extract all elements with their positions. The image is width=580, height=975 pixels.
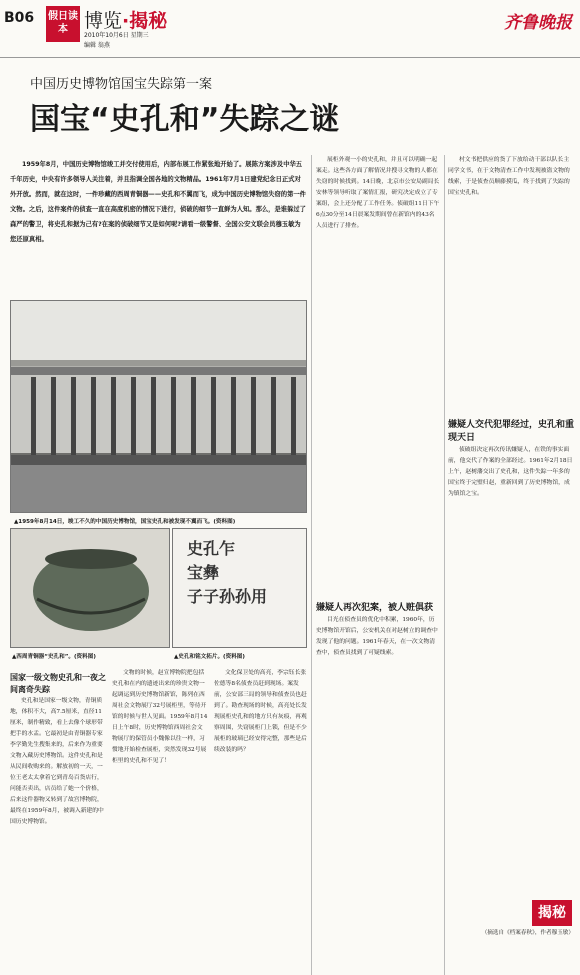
column-4-text-b: 目光在侦查员的优化中积累，1960年，历史博物馆开馆后，公安机关在对赵树立的调查中发现了他的问题。1961年春天，在一次文物清查中，侦查员找到了可疑线索。 bbox=[316, 617, 438, 656]
newspaper-logo: 齐鲁晚报 bbox=[504, 13, 572, 33]
kicker: 中国历史博物馆国宝失踪第一案 bbox=[30, 77, 213, 92]
headline: 国宝“史孔和”失踪之谜 bbox=[30, 102, 340, 137]
column-2 bbox=[112, 668, 208, 973]
column-5-text-b: 侦破组决定再次传讯嫌疑人，在铁的事实面前，他交代了作案的全部经过。1961年2月18日上午，赵树藩交出了史孔和，这件失踪一年多的国宝终于完璧归赵，重新回到了历史博物馆，成为镇馆之宝。 bbox=[448, 447, 573, 497]
column-3-text: 文化保卫处的高亮，李宗钰长张佐德等8名侦查员赶到现场。案发前，公安部三局的领导和侦查员也赶到了。勘查现场的时候，高亮处长发现展柜史孔和的地方只有灰痕，再观察周围，失窃展柜门上锁，但是不少展柜的玻璃已经安得完整，那些是后续改装的吗？ bbox=[214, 670, 307, 753]
column-5 bbox=[448, 155, 574, 895]
photo-caption-museum: ▲1959年8月14日，竣工不久的中国历史博物馆，国宝史孔和被发现不翼而飞。(资料图) bbox=[14, 519, 236, 525]
column-divider bbox=[311, 155, 312, 975]
subhead-1: 国家一级文物史孔和一夜之间离奇失踪 bbox=[10, 673, 106, 694]
inscription-glyphs: 史孔乍 宝彝 子子孙孙用 bbox=[187, 539, 268, 606]
photo-caption-rubbing: ▲史孔和铭文拓片。(资料图) bbox=[174, 654, 245, 660]
editor-credit: 编辑 翁燕 bbox=[84, 42, 110, 49]
museum-photo bbox=[10, 300, 307, 513]
museum-building-drawing bbox=[11, 301, 307, 513]
bronze-vessel-photo bbox=[10, 528, 170, 648]
column-1 bbox=[10, 668, 106, 973]
jiemi-tag: 揭秘 bbox=[532, 900, 572, 926]
subhead-2: 嫌疑人再次犯案，被人赃俱获 bbox=[316, 603, 434, 613]
column-divider bbox=[444, 155, 445, 975]
issue-date: 2010年10月6日 星期三 bbox=[84, 32, 149, 39]
subhead-3: 嫌疑人交代犯罪经过，史孔和重现天日 bbox=[448, 420, 574, 443]
column-5-text: 村文书把供应的货了下放给动干部以队长主同学文书，在于文物清查工作中发现被盗文物的线索，于是侦查员顺藤摸瓜，终于找到了失踪的国宝史孔和。 bbox=[448, 157, 570, 196]
masthead bbox=[0, 0, 580, 58]
photo-caption-vessel: ▲西周青铜器“史孔和”。(资料图) bbox=[12, 654, 96, 660]
section-badge: 假日读本 bbox=[46, 6, 80, 42]
source-credit: （摘选自《档案春秋》，作者穆玉敏） bbox=[481, 930, 574, 936]
column-1-text: 史孔和是国家一级文物，青铜质地，体积不大，高7.5厘米，直径11厘米，制作精致，看上去像个球形带把手的水盂。它最初是由青铜器专家李学勤先生搜集来的，后来作为重要文物入藏历史博物馆。这件史孔和是从民间收购来的。解放初的一天，一位王老太太拿着它到青岛百货店行，问能否卖出，店员给了她一个价格，后来这件器物又转到了故宫博物院，最终在1959年8月，被调入新建的中国历史博物馆。 bbox=[10, 698, 104, 825]
bronze-vessel-drawing bbox=[11, 529, 170, 648]
section-title: 博览·揭秘 bbox=[84, 10, 168, 32]
inscription-rubbing bbox=[172, 528, 307, 648]
page-number: B06 bbox=[4, 10, 35, 26]
column-4 bbox=[316, 155, 440, 970]
column-2-text: 文物的时候，赵宣博物院把包括史孔和在内的遗迹出来的珍贵文物一起调运到历史博物馆新馆，陈列在西周社会文物展厅32号展柜里，等待开馆的时候与世人见面。1959年8月14日上午8时，历史博物馆西周社会文物展厅的保管员小魏像以往一样，习惯地开始检查展柜，突然发现32号展柜里的史孔和不见了！ bbox=[112, 670, 208, 764]
column-4-text: 展柜外观一小的史孔和，并且可以明确一起案走。这些各方面了解情况并搜寻文物的人都在失窃的时候找到。14日晚，北京市公安局副局长安林等领导听取了案情汇报，研究决定成立了专案组，会上还分配了工作任务。侦破组11日下午6点30分至14日晨案发期间曾在新馆内的43名人员进行了排查。 bbox=[316, 157, 440, 229]
lead-paragraph: 1959年8月，中国历史博物馆竣工并交付使用后，内部布展工作紧张地开始了。展陈方案涉及中华五千年历史，中央有许多领导人关注着，并且指调全国各地的文物精品。1961年7月1日建党纪念日正式对外开放。然而，就在这时，一件珍藏的西周青铜器——史孔和不翼而飞，成为中国历史博物馆失窃的第一件文物。之后，这件案件的侦查一直在高度机密的情况下进行，侦破的细节一直鲜为人知。那么，是谁躲过了森严的警卫，将史孔和据为己有?在案的侦破细节又是如何呢?请看一级警督、全国公安文联会员穆玉敏为您还原真相。 bbox=[10, 161, 306, 243]
column-3 bbox=[214, 668, 310, 973]
